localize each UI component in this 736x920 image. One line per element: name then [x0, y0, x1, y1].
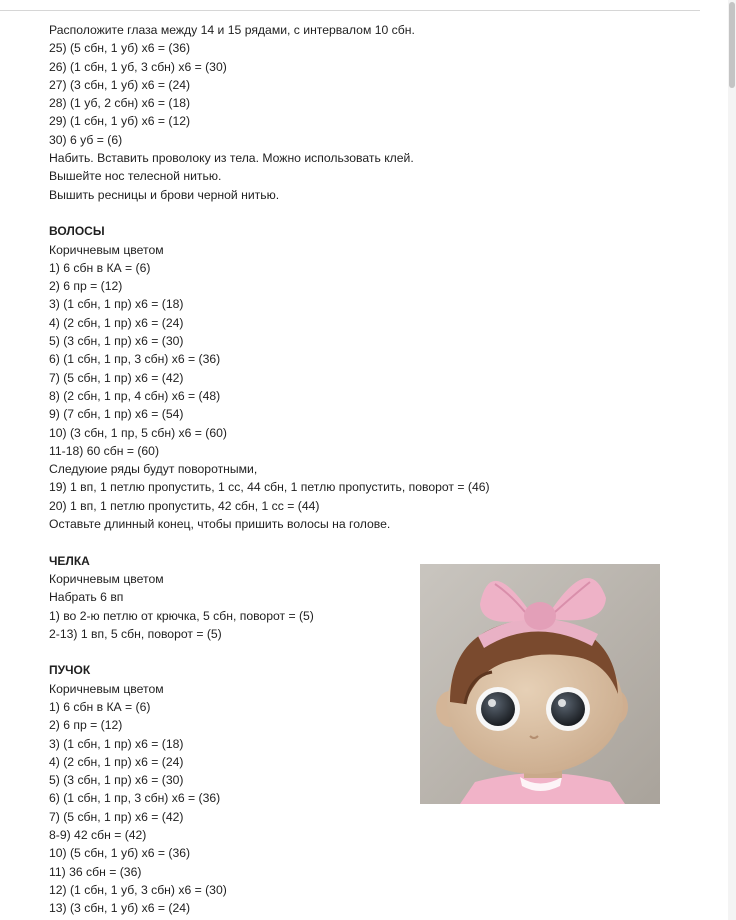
- bangs-line: 2-13) 1 вп, 5 сбн, поворот = (5): [49, 626, 222, 641]
- intro-line: 30) 6 уб = (6): [49, 132, 123, 147]
- hair-line: 20) 1 вп, 1 петлю пропустить, 42 сбн, 1 сс = (44): [49, 498, 320, 513]
- hair-line: 19) 1 вп, 1 петлю пропустить, 1 сс, 44 сбн, 1 петлю пропустить, поворот = (46): [49, 480, 490, 495]
- doll-illustration: [420, 564, 660, 804]
- bun-line: 8-9) 42 сбн = (42): [49, 828, 147, 843]
- bun-line: 3) (1 сбн, 1 пр) х6 = (18): [49, 736, 184, 751]
- hair-line: 1) 6 сбн в КА = (6): [49, 260, 151, 275]
- scrollbar[interactable]: [728, 0, 736, 920]
- hair-line: 9) (7 сбн, 1 пр) х6 = (54): [49, 407, 184, 422]
- bun-line: 11) 36 сбн = (36): [49, 864, 142, 879]
- hair-line: 10) (3 сбн, 1 пр, 5 сбн) х6 = (60): [49, 425, 227, 440]
- section-heading-bangs: ЧЕЛКА: [49, 553, 90, 568]
- intro-line: 28) (1 уб, 2 сбн) х6 = (18): [49, 96, 191, 111]
- top-divider: [0, 10, 700, 11]
- section-heading-bun: ПУЧОК: [49, 663, 91, 678]
- intro-line: Вышить ресницы и брови черной нитью.: [49, 187, 280, 202]
- bun-line: 7) (5 сбн, 1 пр) х6 = (42): [49, 809, 184, 824]
- intro-line: 25) (5 сбн, 1 уб) х6 = (36): [49, 41, 191, 56]
- bun-line: 13) (3 сбн, 1 уб) х6 = (24): [49, 901, 191, 916]
- bun-line: 5) (3 сбн, 1 пр) х6 = (30): [49, 773, 184, 788]
- intro-line: Набить. Вставить проволоку из тела. Можно использовать клей.: [49, 151, 414, 166]
- bun-line: 12) (1 сбн, 1 уб, 3 сбн) х6 = (30): [49, 882, 227, 897]
- hair-line: 2) 6 пр = (12): [49, 279, 123, 294]
- intro-line: 27) (3 сбн, 1 уб) х6 = (24): [49, 77, 191, 92]
- intro-line: Расположите глаза между 14 и 15 рядами, с интервалом 10 сбн.: [49, 23, 415, 37]
- hair-line: Следуюие ряды будут поворотными,: [49, 462, 258, 477]
- bun-line: 2) 6 пр = (12): [49, 718, 123, 733]
- hair-line: 4) (2 сбн, 1 пр) х6 = (24): [49, 315, 184, 330]
- intro-line: Вышейте нос телесной нитью.: [49, 169, 222, 184]
- hair-line: 3) (1 сбн, 1 пр) х6 = (18): [49, 297, 184, 312]
- hair-line: 6) (1 сбн, 1 пр, 3 сбн) х6 = (36): [49, 352, 221, 367]
- hair-line: 11-18) 60 сбн = (60): [49, 443, 160, 458]
- intro-line: 26) (1 сбн, 1 уб, 3 сбн) х6 = (30): [49, 59, 227, 74]
- section-heading-hair: ВОЛОСЫ: [49, 224, 105, 239]
- bun-line: Коричневым цветом: [49, 681, 164, 696]
- bun-line: 4) (2 сбн, 1 пр) х6 = (24): [49, 754, 184, 769]
- bangs-line: 1) во 2-ю петлю от крючка, 5 сбн, поворот = (5): [49, 608, 314, 623]
- hair-line: 5) (3 сбн, 1 пр) х6 = (30): [49, 334, 184, 349]
- hair-line: Оставьте длинный конец, чтобы пришить волосы на голове.: [49, 517, 391, 532]
- hair-line: Коричневым цветом: [49, 242, 164, 257]
- hair-section: [49, 222, 589, 533]
- bun-line: 10) (5 сбн, 1 уб) х6 = (36): [49, 846, 191, 861]
- bangs-line: Коричневым цветом: [49, 571, 164, 586]
- intro-line: 29) (1 сбн, 1 уб) х6 = (12): [49, 114, 191, 129]
- hair-line: 7) (5 сбн, 1 пр) х6 = (42): [49, 370, 184, 385]
- bun-line: 6) (1 сбн, 1 пр, 3 сбн) х6 = (36): [49, 791, 221, 806]
- crochet-doll-photo: [420, 564, 660, 804]
- intro-section: [49, 21, 589, 204]
- hair-line: 8) (2 сбн, 1 пр, 4 сбн) х6 = (48): [49, 388, 221, 403]
- bangs-line: Набрать 6 вп: [49, 590, 124, 605]
- bun-line: 1) 6 сбн в КА = (6): [49, 699, 151, 714]
- scrollbar-thumb[interactable]: [729, 2, 735, 88]
